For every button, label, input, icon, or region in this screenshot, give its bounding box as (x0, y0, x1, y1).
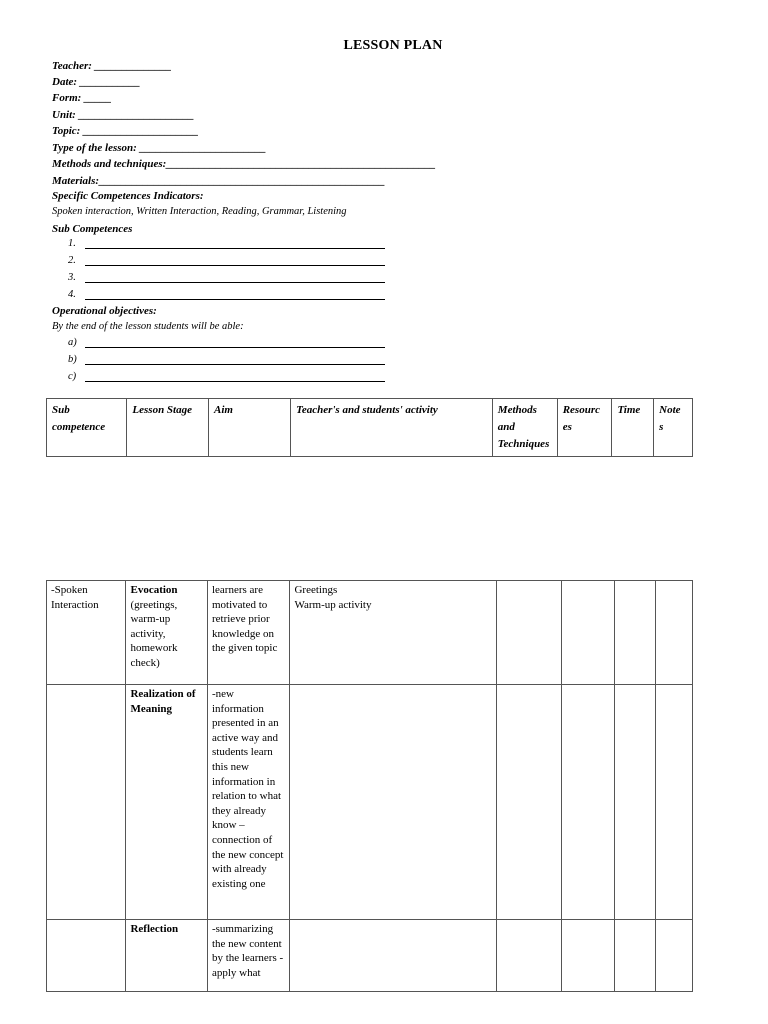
item-number: 1. (68, 238, 76, 249)
objective-item (68, 371, 385, 382)
lesson-header-table (46, 398, 693, 457)
aim-cell: -new information presented in an active way and students learn this new information in relation to what they already know – connection of the new concept with already existing one (207, 685, 290, 920)
notes-cell (655, 920, 692, 992)
blank-line (85, 371, 385, 382)
time-cell (615, 685, 655, 920)
objective-item (68, 337, 385, 348)
field-label: Type of the lesson: (52, 142, 137, 154)
field-label: Unit: (52, 109, 76, 121)
sub-competence-cell: -Spoken Interaction (47, 581, 126, 685)
item-letter: a) (68, 337, 77, 348)
aim-cell: -summarizing the new content by the learners -apply what (207, 920, 290, 992)
resources-cell (562, 685, 615, 920)
activity-cell (290, 581, 496, 685)
field-label: Methods and techniques: (52, 158, 167, 170)
aim-cell: learners are motivated to retrieve prior knowledge on the given topic (207, 581, 290, 685)
item-letter: b) (68, 354, 77, 365)
sub-competence-cell (47, 920, 126, 992)
notes-cell (655, 685, 692, 920)
activity-cell (290, 685, 496, 920)
stage-cell (126, 920, 208, 992)
topic-field (52, 124, 199, 138)
field-blank: ____________________________________________________ (99, 175, 386, 187)
stage-cell (126, 581, 208, 685)
field-label: Topic: (52, 125, 81, 137)
objectives-intro: By the end of the lesson students will be able: (52, 321, 244, 332)
field-blank: ______________ (94, 60, 172, 72)
stage-cell (126, 685, 208, 920)
unit-field (52, 108, 194, 122)
lesson-stages-table (46, 580, 693, 992)
col-methods: Methods and Techniques (492, 399, 557, 457)
col-aim: Aim (209, 399, 291, 457)
col-lesson-stage: Lesson Stage (127, 399, 209, 457)
stage-detail: (greetings, warm-up activity, homework check) (130, 598, 178, 669)
resources-cell (562, 581, 615, 685)
blank-line (85, 337, 385, 348)
sub-competence-item (68, 289, 385, 300)
materials-field (52, 174, 385, 188)
field-label: Form: (52, 92, 82, 104)
blank-line (85, 272, 385, 283)
document-title: LESSON PLAN (343, 38, 443, 53)
sub-competence-item (68, 272, 385, 283)
col-activity: Teacher's and students' activity (291, 399, 493, 457)
resources-cell (562, 920, 615, 992)
table-row (47, 920, 693, 992)
operational-objectives-heading: Operational objectives: (52, 305, 157, 317)
methods-cell (496, 581, 561, 685)
field-label: Date: (52, 76, 78, 88)
field-blank: _____________________ (83, 125, 199, 137)
field-blank: _______________________ (139, 142, 267, 154)
col-time: Time (612, 399, 654, 457)
field-blank: _________________________________________________ (166, 158, 436, 170)
activity-line: Warm-up activity (294, 598, 372, 611)
item-letter: c) (68, 371, 77, 382)
col-notes: Note s (654, 399, 693, 457)
specific-competences-text: Spoken interaction, Written Interaction, Reading, Grammar, Listening (52, 206, 347, 217)
field-blank: _____ (84, 92, 112, 104)
blank-line (85, 289, 385, 300)
teacher-field (52, 59, 172, 73)
field-label: Materials: (52, 175, 100, 187)
item-number: 4. (68, 289, 76, 300)
time-cell (615, 920, 655, 992)
item-number: 2. (68, 255, 76, 266)
date-field (52, 75, 140, 89)
activity-cell (290, 920, 496, 992)
form-field (52, 91, 112, 105)
col-sub-competence: Sub competence (47, 399, 127, 457)
stage-name: Reflection (130, 923, 179, 935)
activity-line: Greetings (294, 584, 338, 596)
sub-competence-item (68, 238, 385, 249)
field-blank: ___________ (79, 76, 141, 88)
table-row (47, 685, 693, 920)
blank-line (85, 255, 385, 266)
table-row (47, 581, 693, 685)
field-label: Teacher: (52, 60, 92, 72)
stage-name: Realization of Meaning (130, 688, 196, 715)
time-cell (615, 581, 655, 685)
sub-competence-item (68, 255, 385, 266)
sub-competences-heading: Sub Competences (52, 223, 133, 235)
sub-competence-cell (47, 685, 126, 920)
specific-competences-heading: Specific Competences Indicators: (52, 190, 204, 202)
blank-line (85, 354, 385, 365)
lesson-type-field (52, 141, 266, 155)
field-blank: _____________________ (78, 109, 195, 121)
objective-item (68, 354, 385, 365)
methods-cell (496, 920, 561, 992)
methods-field (52, 157, 436, 171)
methods-cell (496, 685, 561, 920)
col-resources: Resourc es (557, 399, 612, 457)
stage-name: Evocation (130, 584, 178, 596)
notes-cell (655, 581, 692, 685)
item-number: 3. (68, 272, 76, 283)
blank-line (85, 238, 385, 249)
